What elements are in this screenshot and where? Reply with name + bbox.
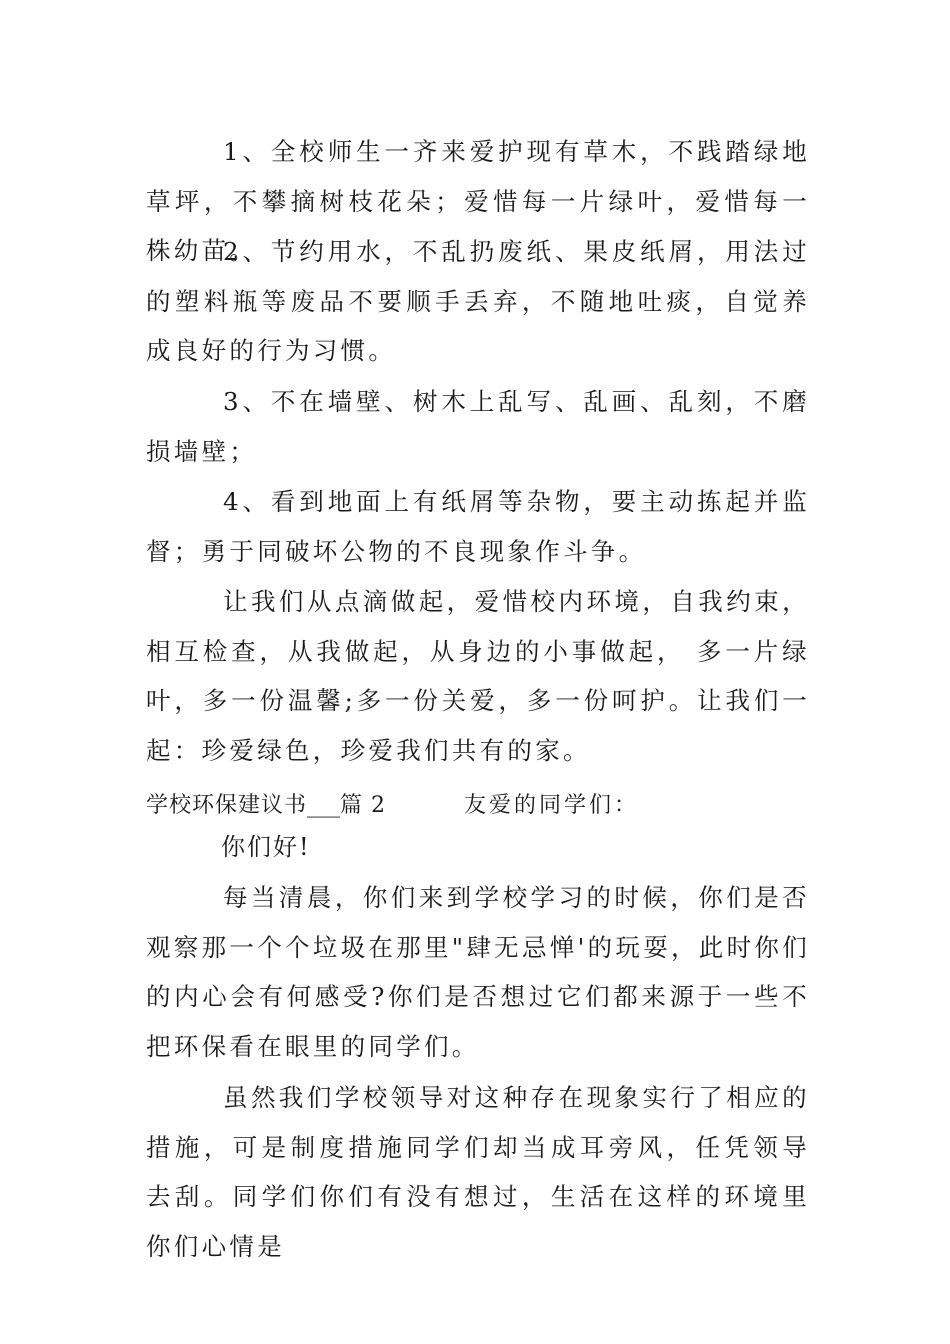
paragraph-rule-1: 1、全校师生一齐来爱护现有草木，不践踏绿地草坪，不攀摘树枝花朵；爱惜每一片绿叶，爱惜每一株幼苗。 — [146, 137, 810, 265]
section-greeting: 友爱的同学们： — [464, 793, 640, 818]
paragraph-measures: 虽然我们学校领导对这种存在现象实行了相应的措施，可是制度措施同学们却当成耳旁风，任凭领导去刮。同学们你们有没有想过，生活在这样的环境里你们心情是 — [146, 1083, 810, 1261]
salutation: 你们好! — [221, 833, 311, 861]
paragraph-rule-2: 2、节约用水，不乱扔废纸、果皮纸屑，用法过的塑料瓶等废品不要顺手丢弃，不随地吐痰，自觉养成良好的行为习惯。 — [146, 237, 810, 365]
section-title: 学校环保建议书 — [146, 793, 308, 818]
paragraph-rule-3: 3、不在墙壁、树木上乱写、乱画、乱刻，不磨损墙壁； — [146, 387, 810, 466]
section-blank: ___ — [307, 793, 341, 818]
section-number: 篇 2 — [340, 793, 387, 818]
paragraph-closing: 让我们从点滴做起，爱惜校内环境，自我约束，相互检查，从我做起，从身边的小事做起， 多一片绿叶，多一份温馨;多一份关爱，多一份呵护。让我们一起：珍爱绿色，珍爱我们共有的家。 — [146, 587, 810, 765]
paragraph-morning: 每当清晨，你们来到学校学习的时候，你们是否观察那一个个垃圾在那里"肆无忌惮'的玩耍，此时你们的内心会有何感受?你们是否想过它们都来源于一些不把环保看在眼里的同学们。 — [146, 883, 811, 1061]
paragraph-rule-4: 4、看到地面上有纸屑等杂物，要主动拣起并监督；勇于同破坏公物的不良现象作斗争。 — [146, 487, 810, 566]
